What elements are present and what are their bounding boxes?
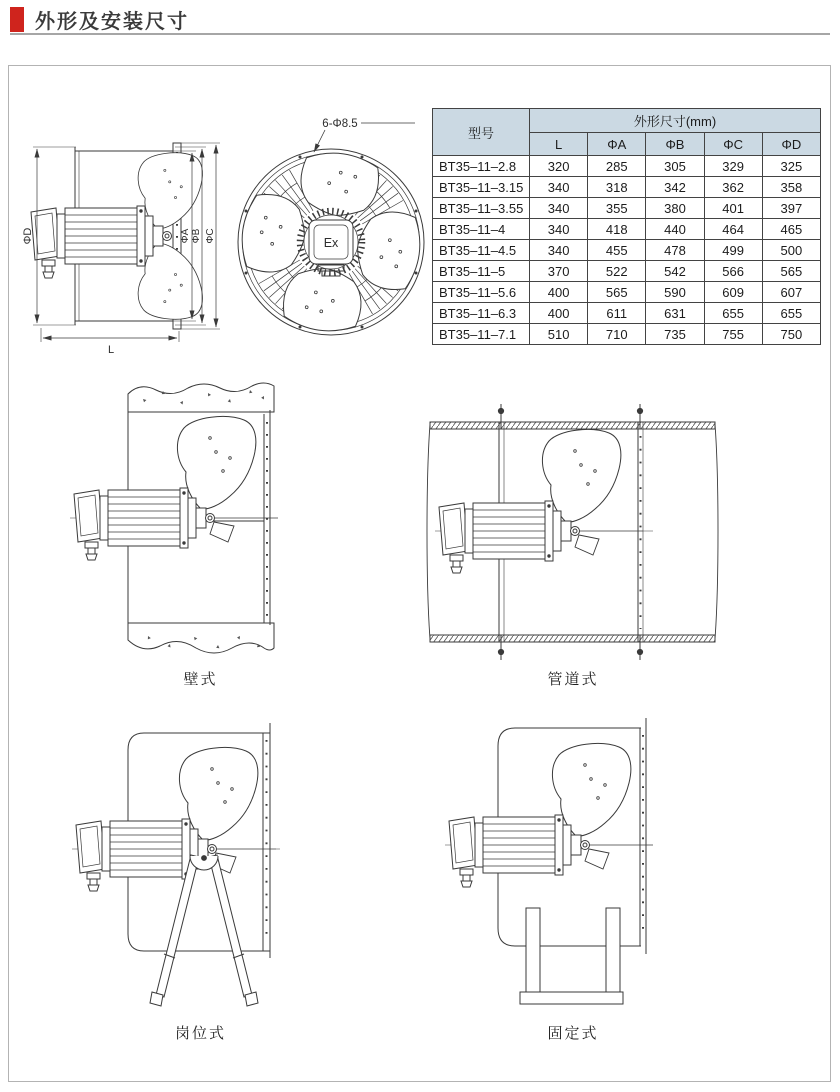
cell-value: 522 xyxy=(588,261,646,282)
table-row xyxy=(433,156,821,177)
cell-value: 655 xyxy=(704,303,762,324)
installation-caption: 壁式 xyxy=(183,671,218,688)
col-header-l: L xyxy=(530,133,588,156)
cell-value: 340 xyxy=(530,177,588,198)
col-header-model: 型号 xyxy=(433,109,530,156)
cell-value: 358 xyxy=(762,177,820,198)
installation-caption: 固定式 xyxy=(547,1025,599,1042)
cell-value: 609 xyxy=(704,282,762,303)
side-view-drawing xyxy=(23,106,238,356)
cell-value: 566 xyxy=(704,261,762,282)
cell-value: 499 xyxy=(704,240,762,261)
installation-caption: 管道式 xyxy=(547,671,599,688)
cell-value: 611 xyxy=(588,303,646,324)
col-header-phi-a: ΦA xyxy=(588,133,646,156)
holes-label: 6-Φ8.5 xyxy=(322,118,358,130)
dim-label-l: L xyxy=(107,344,115,356)
cell-value: 340 xyxy=(530,240,588,261)
table-row xyxy=(433,219,821,240)
cell-value: 500 xyxy=(762,240,820,261)
dim-label-phi-b: ΦB xyxy=(191,228,202,244)
cell-value: 329 xyxy=(704,156,762,177)
cell-value: 590 xyxy=(646,282,704,303)
cell-value: 710 xyxy=(588,324,646,345)
cell-value: 465 xyxy=(762,219,820,240)
cell-value: 397 xyxy=(762,198,820,219)
cell-value: 325 xyxy=(762,156,820,177)
dimensions-table xyxy=(432,108,821,345)
page-header xyxy=(0,0,840,40)
front-view-drawing xyxy=(233,104,433,344)
cell-value: 400 xyxy=(530,303,588,324)
cell-value: 631 xyxy=(646,303,704,324)
cell-value: 340 xyxy=(530,198,588,219)
cell-value: 542 xyxy=(646,261,704,282)
cell-value: 340 xyxy=(530,219,588,240)
col-header-phi-b: ΦB xyxy=(646,133,704,156)
content-frame xyxy=(8,65,831,1082)
dim-label-phi-c: ΦC xyxy=(205,228,216,244)
cell-model: BT35–11–5.6 xyxy=(433,282,530,303)
cell-value: 755 xyxy=(704,324,762,345)
cell-value: 478 xyxy=(646,240,704,261)
cell-model: BT35–11–6.3 xyxy=(433,303,530,324)
title-accent-bar xyxy=(10,7,24,32)
table-row xyxy=(433,240,821,261)
title-underline xyxy=(10,33,830,35)
cell-value: 320 xyxy=(530,156,588,177)
col-header-phi-d: ΦD xyxy=(762,133,820,156)
table-row xyxy=(433,177,821,198)
cell-value: 305 xyxy=(646,156,704,177)
table-row xyxy=(433,324,821,345)
installation-duct-drawing xyxy=(423,384,723,662)
cell-value: 565 xyxy=(762,261,820,282)
cell-model: BT35–11–4.5 xyxy=(433,240,530,261)
dim-label-phi-d: ΦD xyxy=(22,227,34,245)
cell-value: 355 xyxy=(588,198,646,219)
cell-value: 565 xyxy=(588,282,646,303)
cell-value: 380 xyxy=(646,198,704,219)
installation-post-drawing xyxy=(68,708,333,1016)
cell-value: 401 xyxy=(704,198,762,219)
table-row xyxy=(433,282,821,303)
cell-value: 735 xyxy=(646,324,704,345)
table-row xyxy=(433,303,821,324)
cell-value: 750 xyxy=(762,324,820,345)
cell-value: 370 xyxy=(530,261,588,282)
cell-value: 607 xyxy=(762,282,820,303)
cell-value: 440 xyxy=(646,219,704,240)
page-title: 外形及安装尺寸 xyxy=(35,11,189,33)
cell-value: 342 xyxy=(646,177,704,198)
cell-model: BT35–11–3.55 xyxy=(433,198,530,219)
cell-model: BT35–11–7.1 xyxy=(433,324,530,345)
col-header-phi-c: ΦC xyxy=(704,133,762,156)
cell-model: BT35–11–4 xyxy=(433,219,530,240)
cell-value: 418 xyxy=(588,219,646,240)
col-group-header: 外形尺寸(mm) xyxy=(530,109,821,133)
cell-value: 655 xyxy=(762,303,820,324)
cell-value: 318 xyxy=(588,177,646,198)
cell-model: BT35–11–3.15 xyxy=(433,177,530,198)
cell-model: BT35–11–5 xyxy=(433,261,530,282)
table-row xyxy=(433,261,821,282)
hub-label: Ex xyxy=(323,236,339,250)
cell-model: BT35–11–2.8 xyxy=(433,156,530,177)
dim-label-phi-a: ΦA xyxy=(180,228,191,244)
cell-value: 510 xyxy=(530,324,588,345)
cell-value: 400 xyxy=(530,282,588,303)
installation-fixed-drawing xyxy=(423,708,723,1008)
cell-value: 362 xyxy=(704,177,762,198)
installation-caption: 岗位式 xyxy=(174,1025,226,1042)
cell-value: 285 xyxy=(588,156,646,177)
table-row xyxy=(433,198,821,219)
installation-wall-drawing xyxy=(68,374,333,664)
concrete-specks xyxy=(147,636,261,650)
cell-value: 464 xyxy=(704,219,762,240)
cell-value: 455 xyxy=(588,240,646,261)
